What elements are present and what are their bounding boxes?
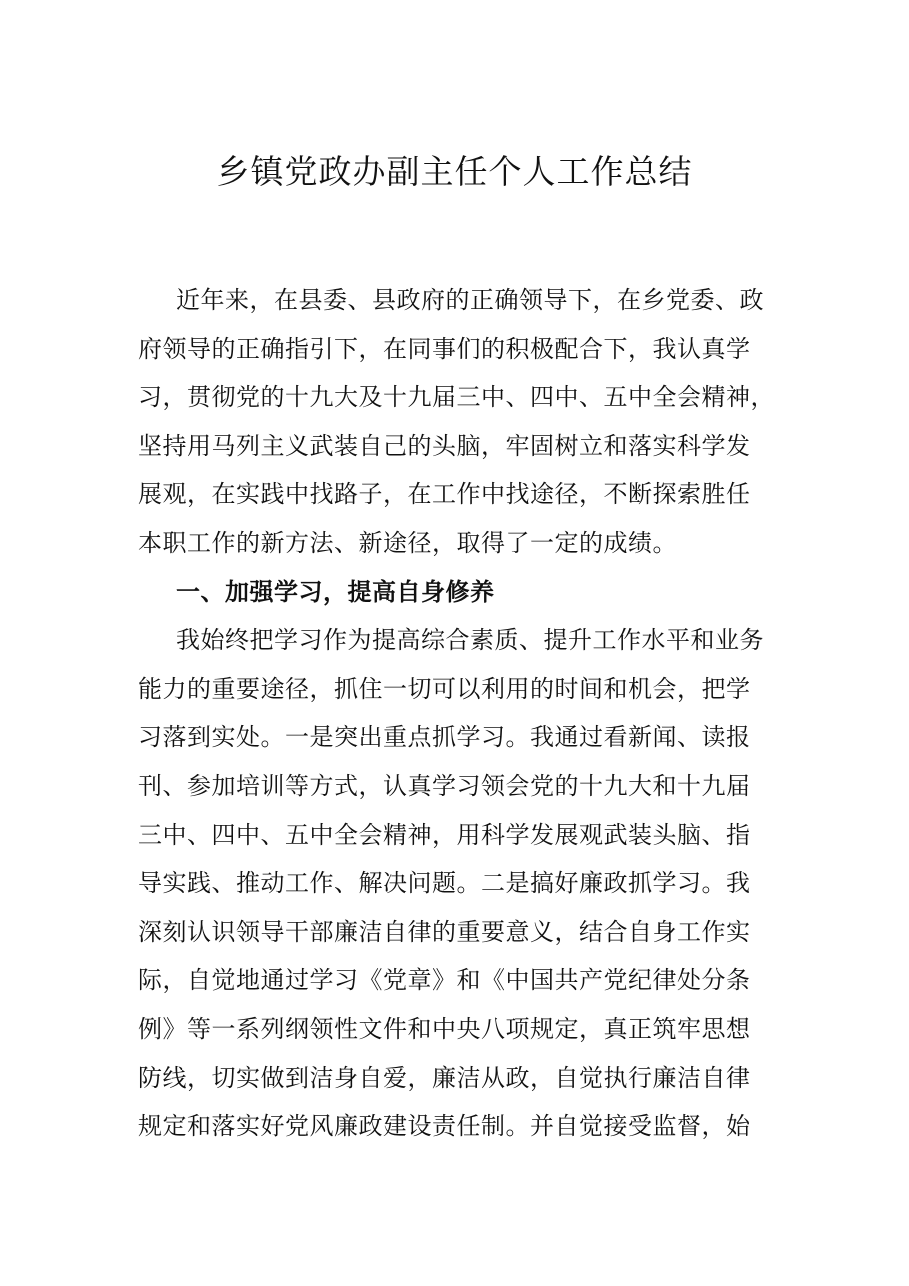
paragraph-line: 能力的重要途径，抓住一切可以利用的时间和机会，把学: [138, 674, 751, 703]
paragraph-line: 本职工作的新方法、新途径，取得了一定的成绩。: [138, 528, 677, 557]
paragraph-line: 际，自觉地通过学习《党章》和《中国共产党纪律处分条: [138, 966, 751, 995]
paragraph-line: 展观，在实践中找路子，在工作中找途径，不断探索胜任: [138, 480, 751, 509]
paragraph-line: 习，贯彻党的十九大及十九届三中、四中、五中全会精神，: [138, 383, 775, 412]
paragraph-line: 府领导的正确指引下，在同事们的积极配合下，我认真学: [138, 334, 751, 363]
paragraph-line: 我始终把学习作为提高综合素质、提升工作水平和业务: [176, 626, 764, 655]
paragraph-line: 三中、四中、五中全会精神，用科学发展观武装头脑、指: [138, 820, 751, 849]
document-body: [138, 276, 775, 1151]
paragraph-line: 习落到实处。一是突出重点抓学习。我通过看新闻、读报: [138, 723, 751, 752]
paragraph-line: 近年来，在县委、县政府的正确领导下，在乡党委、政: [176, 286, 764, 314]
paragraph-line: 深刻认识领导干部廉洁自律的重要意义，结合自身工作实: [138, 917, 751, 946]
paragraph-line: 坚持用马列主义武装自己的头脑，牢固树立和落实科学发: [138, 431, 751, 460]
document-title: 乡镇党政办副主任个人工作总结: [216, 152, 693, 191]
paragraph-line: 例》等一系列纲领性文件和中央八项规定，真正筑牢思想: [138, 1014, 751, 1043]
paragraph-line: 导实践、推动工作、解决问题。二是搞好廉政抓学习。我: [138, 869, 751, 898]
paragraph-line: 防线，切实做到洁身自爱，廉洁从政，自觉执行廉洁自律: [138, 1063, 751, 1092]
paragraph-line: 规定和落实好党风廉政建设责任制。并自觉接受监督，始: [138, 1112, 751, 1141]
paragraph-line: 刊、参加培训等方式，认真学习领会党的十九大和十九届: [138, 771, 751, 800]
section-heading: 一、加强学习，提高自身修养: [176, 577, 495, 606]
